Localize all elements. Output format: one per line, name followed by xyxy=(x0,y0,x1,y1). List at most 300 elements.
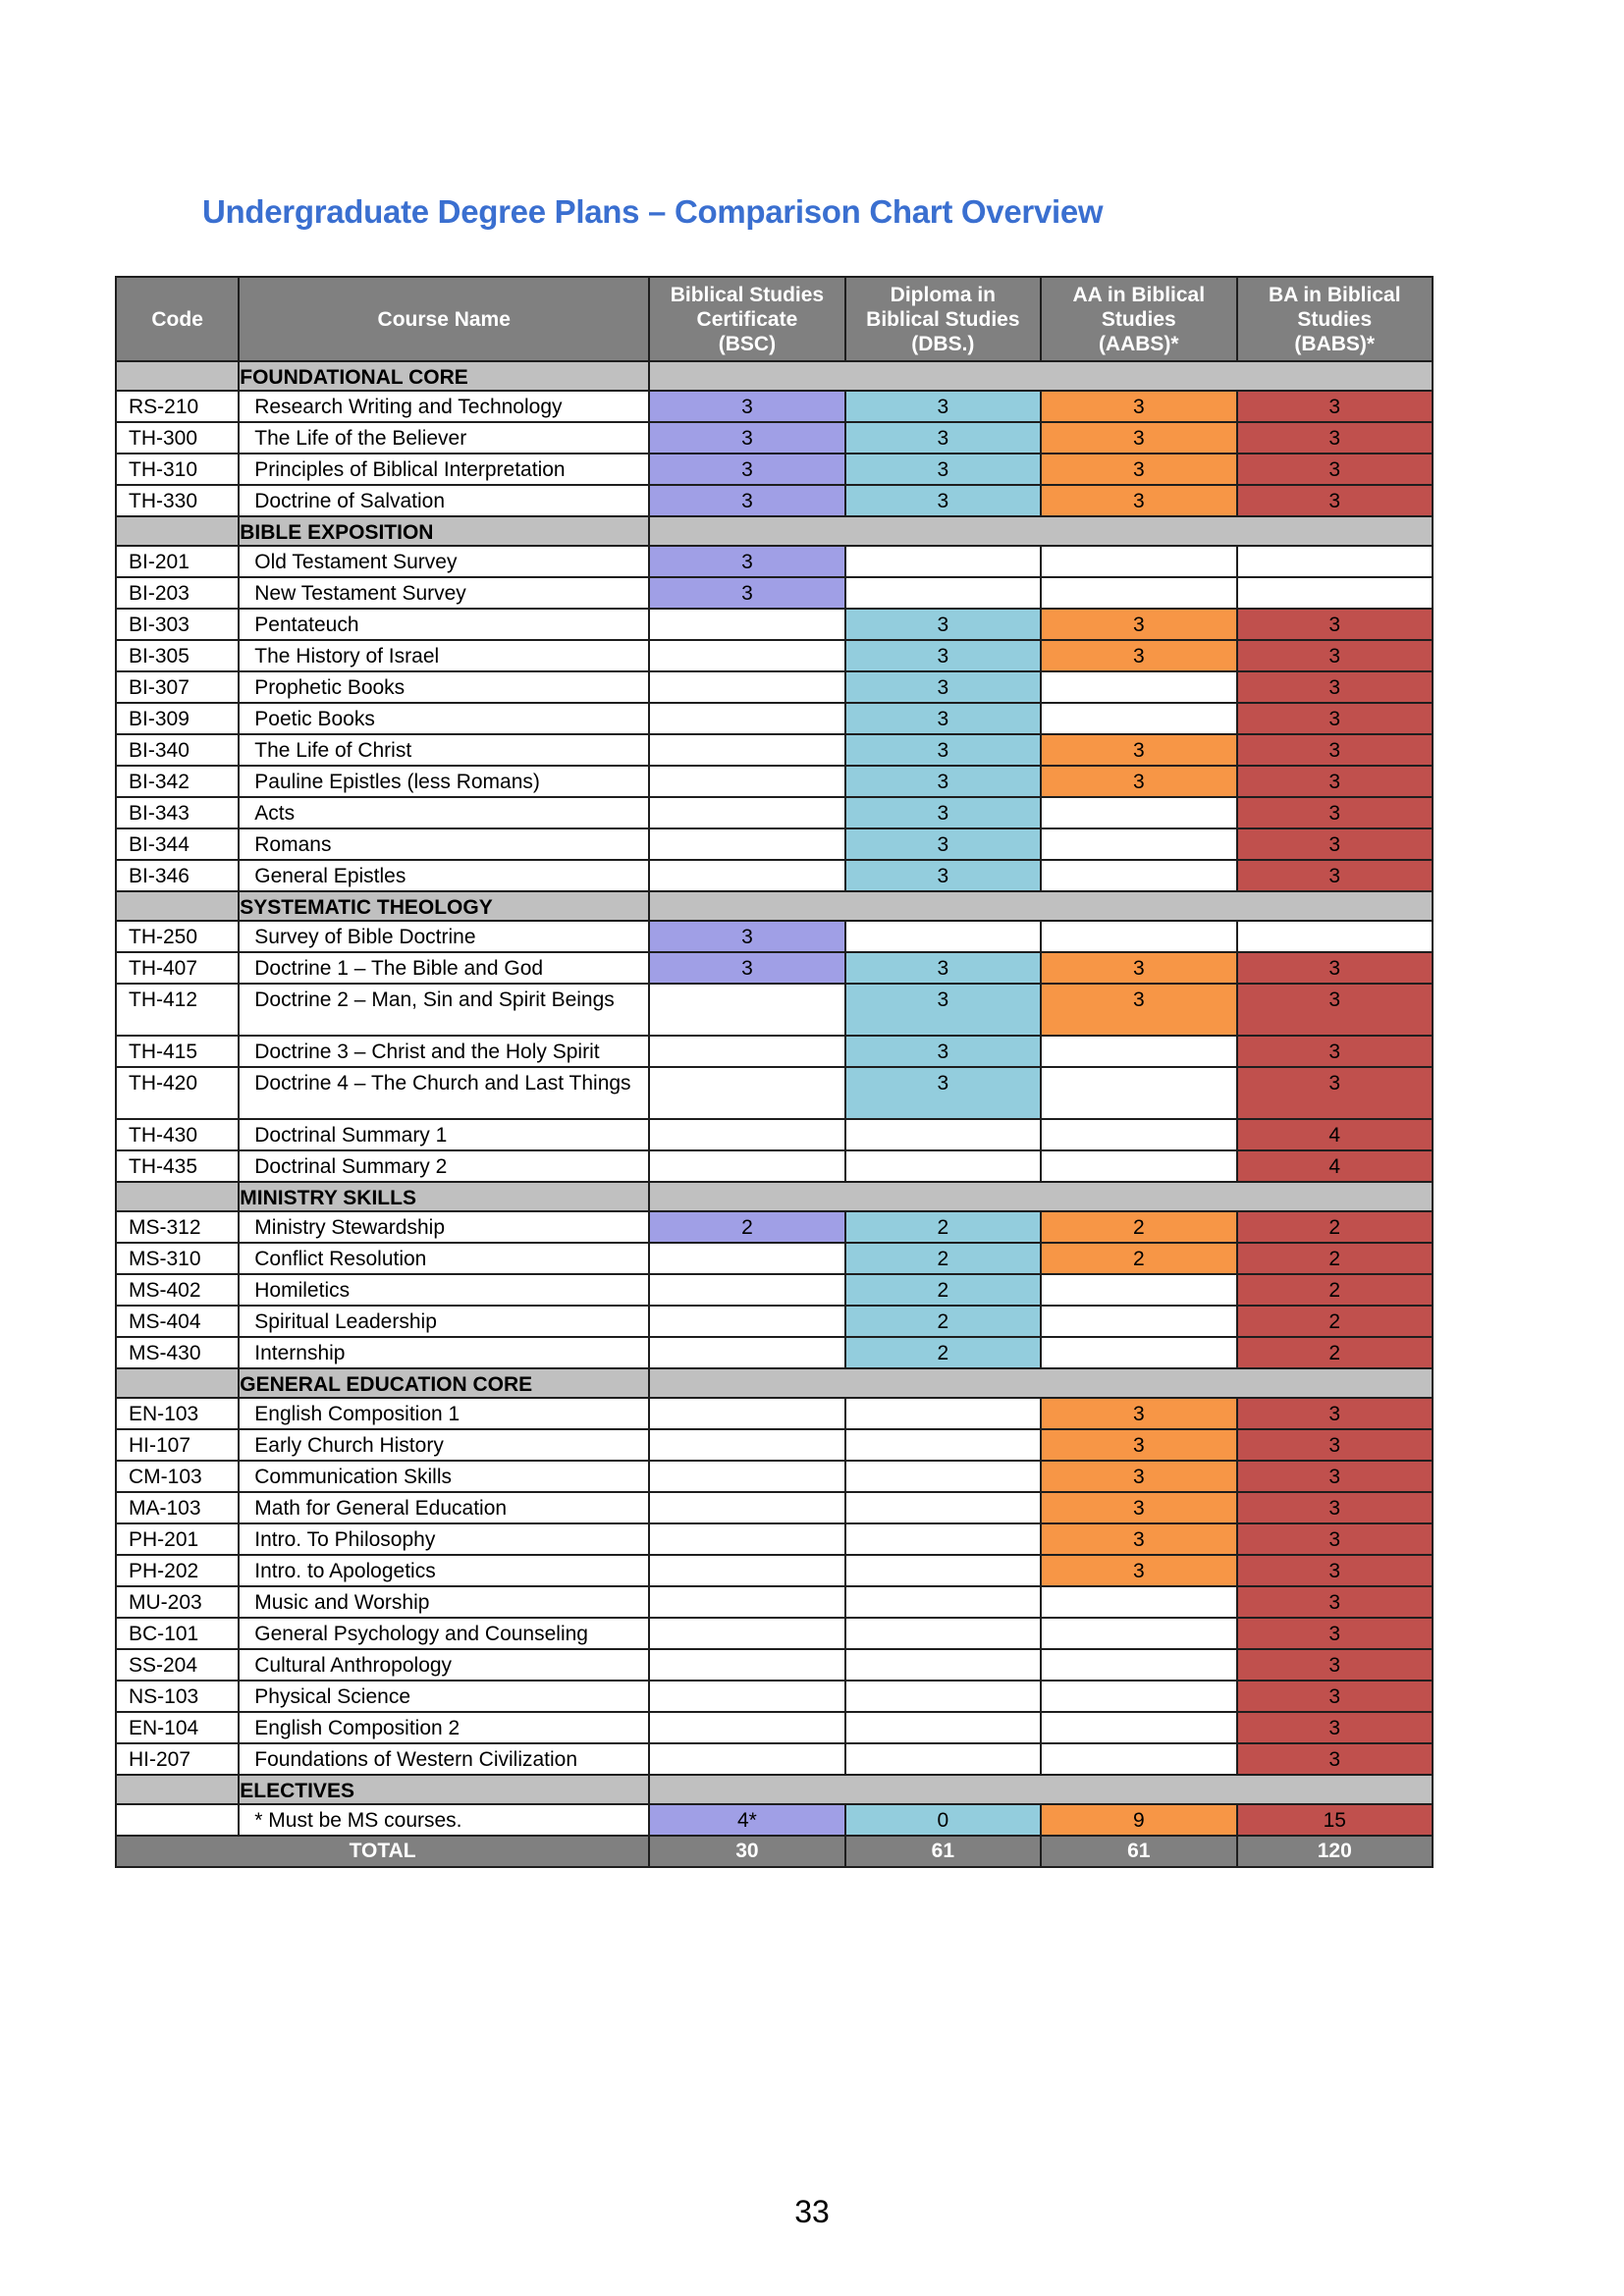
course-code: BI-344 xyxy=(116,828,239,860)
credit-aabs xyxy=(1041,1681,1236,1712)
course-code: MS-312 xyxy=(116,1211,239,1243)
section-code-spacer xyxy=(116,516,239,546)
credit-dbs xyxy=(845,921,1041,952)
section-title: GENERAL EDUCATION CORE xyxy=(239,1368,649,1398)
section-fill xyxy=(649,516,1433,546)
credit-aabs: 2 xyxy=(1041,1211,1236,1243)
course-name: Early Church History xyxy=(239,1429,649,1461)
credit-aabs xyxy=(1041,1712,1236,1743)
total-row xyxy=(116,1836,1433,1867)
credit-dbs xyxy=(845,1461,1041,1492)
course-name: New Testament Survey xyxy=(239,577,649,609)
credit-dbs: 3 xyxy=(845,671,1041,703)
credit-dbs: 3 xyxy=(845,640,1041,671)
credit-babs xyxy=(1237,921,1434,952)
table-body xyxy=(116,361,1433,1836)
section-title: FOUNDATIONAL CORE xyxy=(239,361,649,391)
course-row xyxy=(116,766,1433,797)
credit-dbs xyxy=(845,1150,1041,1182)
header-dbs-line-2: Biblical Studies xyxy=(866,307,1020,331)
section-header-row xyxy=(116,1368,1433,1398)
credit-babs: 2 xyxy=(1237,1337,1434,1368)
course-code: CM-103 xyxy=(116,1461,239,1492)
course-name: General Psychology and Counseling xyxy=(239,1618,649,1649)
course-code: BI-346 xyxy=(116,860,239,891)
course-row xyxy=(116,422,1433,454)
credit-aabs: 9 xyxy=(1041,1804,1236,1836)
credit-dbs: 2 xyxy=(845,1274,1041,1306)
course-row xyxy=(116,703,1433,734)
course-row xyxy=(116,1398,1433,1429)
credit-babs: 3 xyxy=(1237,1492,1434,1523)
course-name: Physical Science xyxy=(239,1681,649,1712)
credit-dbs: 3 xyxy=(845,422,1041,454)
course-code: PH-201 xyxy=(116,1523,239,1555)
course-row xyxy=(116,1804,1433,1836)
credit-dbs xyxy=(845,1618,1041,1649)
course-row xyxy=(116,1119,1433,1150)
course-code: TH-300 xyxy=(116,422,239,454)
course-code: NS-103 xyxy=(116,1681,239,1712)
course-row xyxy=(116,952,1433,984)
course-row xyxy=(116,1211,1433,1243)
credit-babs: 2 xyxy=(1237,1243,1434,1274)
header-aabs-line-1: AA in Biblical xyxy=(1072,283,1206,306)
credit-babs: 3 xyxy=(1237,1461,1434,1492)
credit-dbs: 3 xyxy=(845,734,1041,766)
course-code: TH-407 xyxy=(116,952,239,984)
total-aabs: 61 xyxy=(1041,1836,1236,1867)
credit-aabs xyxy=(1041,1036,1236,1067)
credit-dbs: 3 xyxy=(845,797,1041,828)
credit-aabs: 3 xyxy=(1041,1461,1236,1492)
credit-dbs xyxy=(845,1649,1041,1681)
credit-dbs: 2 xyxy=(845,1337,1041,1368)
course-code: BI-340 xyxy=(116,734,239,766)
course-name: * Must be MS courses. xyxy=(239,1804,649,1836)
course-row xyxy=(116,671,1433,703)
credit-babs: 3 xyxy=(1237,391,1434,422)
course-row xyxy=(116,609,1433,640)
section-code-spacer xyxy=(116,361,239,391)
course-row xyxy=(116,1712,1433,1743)
course-row xyxy=(116,1067,1433,1119)
course-row xyxy=(116,860,1433,891)
course-code: TH-412 xyxy=(116,984,239,1036)
course-row xyxy=(116,485,1433,516)
credit-bsc xyxy=(649,1681,844,1712)
course-code: MS-402 xyxy=(116,1274,239,1306)
credit-dbs: 3 xyxy=(845,766,1041,797)
credit-dbs xyxy=(845,577,1041,609)
course-code: MS-310 xyxy=(116,1243,239,1274)
course-code: BI-201 xyxy=(116,546,239,577)
course-row xyxy=(116,828,1433,860)
course-name: The Life of the Believer xyxy=(239,422,649,454)
course-name: Spiritual Leadership xyxy=(239,1306,649,1337)
credit-dbs xyxy=(845,1398,1041,1429)
course-row xyxy=(116,454,1433,485)
credit-babs: 3 xyxy=(1237,860,1434,891)
course-name: Pauline Epistles (less Romans) xyxy=(239,766,649,797)
course-name: Math for General Education xyxy=(239,1492,649,1523)
section-title: ELECTIVES xyxy=(239,1775,649,1804)
course-row xyxy=(116,1337,1433,1368)
credit-dbs: 2 xyxy=(845,1306,1041,1337)
credit-bsc xyxy=(649,1429,844,1461)
header-bsc-line-3: (BSC) xyxy=(718,332,777,355)
credit-babs: 3 xyxy=(1237,828,1434,860)
credit-dbs: 2 xyxy=(845,1211,1041,1243)
section-fill xyxy=(649,361,1433,391)
credit-babs: 3 xyxy=(1237,952,1434,984)
course-name: Research Writing and Technology xyxy=(239,391,649,422)
course-name: Foundations of Western Civilization xyxy=(239,1743,649,1775)
course-row xyxy=(116,1523,1433,1555)
header-babs-line-2: Studies xyxy=(1297,307,1373,331)
course-row xyxy=(116,640,1433,671)
section-header-row xyxy=(116,1775,1433,1804)
credit-aabs: 3 xyxy=(1041,391,1236,422)
course-row xyxy=(116,797,1433,828)
credit-babs: 3 xyxy=(1237,422,1434,454)
credit-bsc xyxy=(649,1649,844,1681)
table-header-row xyxy=(116,277,1433,361)
credit-bsc xyxy=(649,1586,844,1618)
credit-dbs xyxy=(845,1555,1041,1586)
header-code: Code xyxy=(116,277,239,361)
course-name: Doctrine 2 – Man, Sin and Spirit Beings xyxy=(239,984,649,1036)
credit-dbs: 3 xyxy=(845,485,1041,516)
degree-comparison-table xyxy=(115,276,1434,1868)
course-code: BI-342 xyxy=(116,766,239,797)
section-fill xyxy=(649,1182,1433,1211)
course-code: BI-309 xyxy=(116,703,239,734)
credit-aabs: 3 xyxy=(1041,984,1236,1036)
credit-dbs xyxy=(845,546,1041,577)
course-row xyxy=(116,1243,1433,1274)
course-name: The History of Israel xyxy=(239,640,649,671)
header-aabs-line-2: Studies xyxy=(1101,307,1176,331)
credit-babs: 3 xyxy=(1237,1618,1434,1649)
credit-aabs: 2 xyxy=(1041,1243,1236,1274)
credit-babs: 3 xyxy=(1237,766,1434,797)
course-name: Acts xyxy=(239,797,649,828)
credit-babs xyxy=(1237,546,1434,577)
course-code: TH-420 xyxy=(116,1067,239,1119)
credit-dbs xyxy=(845,1429,1041,1461)
course-row xyxy=(116,1586,1433,1618)
course-name: English Composition 1 xyxy=(239,1398,649,1429)
credit-aabs xyxy=(1041,1649,1236,1681)
course-code: TH-250 xyxy=(116,921,239,952)
credit-bsc xyxy=(649,703,844,734)
course-row xyxy=(116,1306,1433,1337)
credit-aabs xyxy=(1041,1586,1236,1618)
header-babs-line-3: (BABS)* xyxy=(1294,332,1376,355)
credit-bsc xyxy=(649,828,844,860)
course-row xyxy=(116,1681,1433,1712)
credit-bsc xyxy=(649,1306,844,1337)
course-code xyxy=(116,1804,239,1836)
course-code: EN-104 xyxy=(116,1712,239,1743)
credit-dbs xyxy=(845,1681,1041,1712)
course-name: Homiletics xyxy=(239,1274,649,1306)
credit-babs: 3 xyxy=(1237,640,1434,671)
credit-dbs: 2 xyxy=(845,1243,1041,1274)
credit-dbs: 3 xyxy=(845,391,1041,422)
credit-bsc: 2 xyxy=(649,1211,844,1243)
course-row xyxy=(116,1649,1433,1681)
credit-aabs: 3 xyxy=(1041,952,1236,984)
credit-bsc xyxy=(649,1274,844,1306)
credit-babs: 4 xyxy=(1237,1150,1434,1182)
credit-aabs xyxy=(1041,921,1236,952)
course-code: MS-404 xyxy=(116,1306,239,1337)
credit-aabs: 3 xyxy=(1041,422,1236,454)
credit-babs: 2 xyxy=(1237,1274,1434,1306)
course-code: TH-430 xyxy=(116,1119,239,1150)
header-dbs-line-3: (DBS.) xyxy=(911,332,975,355)
header-bsc-line-1: Biblical Studies xyxy=(670,283,825,306)
credit-aabs: 3 xyxy=(1041,1398,1236,1429)
credit-aabs: 3 xyxy=(1041,734,1236,766)
credit-aabs xyxy=(1041,1743,1236,1775)
credit-babs: 15 xyxy=(1237,1804,1434,1836)
credit-bsc xyxy=(649,1243,844,1274)
course-code: BC-101 xyxy=(116,1618,239,1649)
credit-bsc: 3 xyxy=(649,485,844,516)
section-code-spacer xyxy=(116,1368,239,1398)
credit-aabs xyxy=(1041,797,1236,828)
header-course-name: Course Name xyxy=(239,277,649,361)
course-code: MS-430 xyxy=(116,1337,239,1368)
course-code: BI-305 xyxy=(116,640,239,671)
course-name: Doctrine of Salvation xyxy=(239,485,649,516)
course-row xyxy=(116,1492,1433,1523)
section-title: SYSTEMATIC THEOLOGY xyxy=(239,891,649,921)
course-name: Prophetic Books xyxy=(239,671,649,703)
course-row xyxy=(116,546,1433,577)
credit-babs: 3 xyxy=(1237,1681,1434,1712)
credit-dbs: 3 xyxy=(845,1067,1041,1119)
credit-bsc: 4* xyxy=(649,1804,844,1836)
credit-babs: 3 xyxy=(1237,1429,1434,1461)
credit-babs: 3 xyxy=(1237,1067,1434,1119)
header-bsc xyxy=(649,277,844,361)
section-code-spacer xyxy=(116,1182,239,1211)
course-row xyxy=(116,577,1433,609)
course-code: RS-210 xyxy=(116,391,239,422)
credit-bsc: 3 xyxy=(649,921,844,952)
credit-babs: 3 xyxy=(1237,1555,1434,1586)
credit-dbs: 3 xyxy=(845,952,1041,984)
course-code: BI-203 xyxy=(116,577,239,609)
credit-bsc xyxy=(649,1150,844,1182)
credit-bsc xyxy=(649,1618,844,1649)
course-name: Doctrine 4 – The Church and Last Things xyxy=(239,1067,649,1119)
header-babs xyxy=(1237,277,1434,361)
credit-dbs: 0 xyxy=(845,1804,1041,1836)
credit-aabs xyxy=(1041,703,1236,734)
credit-babs: 3 xyxy=(1237,671,1434,703)
course-code: TH-435 xyxy=(116,1150,239,1182)
total-bsc: 30 xyxy=(649,1836,844,1867)
course-code: SS-204 xyxy=(116,1649,239,1681)
credit-babs: 3 xyxy=(1237,454,1434,485)
course-code: TH-310 xyxy=(116,454,239,485)
course-row xyxy=(116,1743,1433,1775)
credit-aabs: 3 xyxy=(1041,609,1236,640)
course-name: Doctrinal Summary 1 xyxy=(239,1119,649,1150)
credit-aabs: 3 xyxy=(1041,1523,1236,1555)
course-row xyxy=(116,734,1433,766)
course-name: Conflict Resolution xyxy=(239,1243,649,1274)
credit-babs xyxy=(1237,577,1434,609)
credit-aabs xyxy=(1041,546,1236,577)
section-header-row xyxy=(116,891,1433,921)
credit-dbs: 3 xyxy=(845,860,1041,891)
credit-bsc: 3 xyxy=(649,546,844,577)
credit-bsc xyxy=(649,766,844,797)
header-babs-line-1: BA in Biblical xyxy=(1268,283,1401,306)
course-row xyxy=(116,921,1433,952)
header-aabs xyxy=(1041,277,1236,361)
credit-dbs xyxy=(845,1492,1041,1523)
credit-bsc xyxy=(649,1461,844,1492)
credit-dbs: 3 xyxy=(845,703,1041,734)
course-code: MA-103 xyxy=(116,1492,239,1523)
credit-bsc xyxy=(649,734,844,766)
credit-bsc: 3 xyxy=(649,422,844,454)
credit-bsc: 3 xyxy=(649,454,844,485)
header-dbs xyxy=(845,277,1041,361)
credit-bsc xyxy=(649,1067,844,1119)
credit-babs: 2 xyxy=(1237,1211,1434,1243)
course-row xyxy=(116,1036,1433,1067)
course-name: Romans xyxy=(239,828,649,860)
credit-bsc xyxy=(649,1523,844,1555)
course-code: MU-203 xyxy=(116,1586,239,1618)
course-name: Cultural Anthropology xyxy=(239,1649,649,1681)
credit-bsc xyxy=(649,1712,844,1743)
section-code-spacer xyxy=(116,891,239,921)
course-code: HI-107 xyxy=(116,1429,239,1461)
course-name: Ministry Stewardship xyxy=(239,1211,649,1243)
course-name: Poetic Books xyxy=(239,703,649,734)
credit-bsc: 3 xyxy=(649,952,844,984)
credit-aabs: 3 xyxy=(1041,454,1236,485)
credit-aabs xyxy=(1041,1306,1236,1337)
credit-babs: 3 xyxy=(1237,1398,1434,1429)
course-code: BI-303 xyxy=(116,609,239,640)
header-bsc-line-2: Certificate xyxy=(696,307,798,331)
page-title: Undergraduate Degree Plans – Comparison Chart Overview xyxy=(202,193,1104,230)
course-name: Intro. to Apologetics xyxy=(239,1555,649,1586)
credit-bsc xyxy=(649,1743,844,1775)
credit-dbs: 3 xyxy=(845,1036,1041,1067)
credit-aabs: 3 xyxy=(1041,1429,1236,1461)
course-row xyxy=(116,1429,1433,1461)
section-code-spacer xyxy=(116,1775,239,1804)
credit-bsc xyxy=(649,671,844,703)
credit-babs: 3 xyxy=(1237,1036,1434,1067)
credit-aabs xyxy=(1041,860,1236,891)
course-name: General Epistles xyxy=(239,860,649,891)
credit-babs: 3 xyxy=(1237,797,1434,828)
course-name: Principles of Biblical Interpretation xyxy=(239,454,649,485)
credit-babs: 3 xyxy=(1237,1586,1434,1618)
credit-aabs xyxy=(1041,1618,1236,1649)
course-name: Doctrinal Summary 2 xyxy=(239,1150,649,1182)
credit-bsc xyxy=(649,860,844,891)
credit-bsc xyxy=(649,1555,844,1586)
credit-bsc xyxy=(649,609,844,640)
credit-babs: 3 xyxy=(1237,703,1434,734)
total-label: TOTAL xyxy=(116,1836,649,1867)
section-fill xyxy=(649,891,1433,921)
credit-aabs xyxy=(1041,1067,1236,1119)
credit-babs: 3 xyxy=(1237,1523,1434,1555)
credit-babs: 3 xyxy=(1237,1712,1434,1743)
credit-babs: 3 xyxy=(1237,1743,1434,1775)
credit-bsc xyxy=(649,1492,844,1523)
credit-aabs xyxy=(1041,828,1236,860)
course-name: Pentateuch xyxy=(239,609,649,640)
credit-aabs: 3 xyxy=(1041,1555,1236,1586)
section-fill xyxy=(649,1775,1433,1804)
course-code: BI-307 xyxy=(116,671,239,703)
credit-aabs xyxy=(1041,1274,1236,1306)
credit-bsc xyxy=(649,984,844,1036)
credit-bsc xyxy=(649,797,844,828)
credit-dbs xyxy=(845,1712,1041,1743)
course-name: The Life of Christ xyxy=(239,734,649,766)
course-code: HI-207 xyxy=(116,1743,239,1775)
section-fill xyxy=(649,1368,1433,1398)
course-row xyxy=(116,1461,1433,1492)
course-name: Music and Worship xyxy=(239,1586,649,1618)
total-babs: 120 xyxy=(1237,1836,1434,1867)
section-title: MINISTRY SKILLS xyxy=(239,1182,649,1211)
course-row xyxy=(116,1274,1433,1306)
credit-babs: 3 xyxy=(1237,984,1434,1036)
course-code: EN-103 xyxy=(116,1398,239,1429)
credit-dbs xyxy=(845,1586,1041,1618)
credit-babs: 3 xyxy=(1237,734,1434,766)
credit-dbs xyxy=(845,1119,1041,1150)
credit-babs: 3 xyxy=(1237,609,1434,640)
credit-aabs xyxy=(1041,577,1236,609)
course-code: TH-330 xyxy=(116,485,239,516)
credit-aabs: 3 xyxy=(1041,640,1236,671)
credit-dbs xyxy=(845,1523,1041,1555)
course-row xyxy=(116,1150,1433,1182)
course-row xyxy=(116,1618,1433,1649)
credit-dbs: 3 xyxy=(845,828,1041,860)
section-header-row xyxy=(116,516,1433,546)
credit-dbs: 3 xyxy=(845,609,1041,640)
credit-babs: 3 xyxy=(1237,1649,1434,1681)
credit-babs: 4 xyxy=(1237,1119,1434,1150)
course-name: Survey of Bible Doctrine xyxy=(239,921,649,952)
course-name: Doctrine 1 – The Bible and God xyxy=(239,952,649,984)
course-name: English Composition 2 xyxy=(239,1712,649,1743)
credit-aabs: 3 xyxy=(1041,766,1236,797)
total-dbs: 61 xyxy=(845,1836,1041,1867)
header-aabs-line-3: (AABS)* xyxy=(1098,332,1179,355)
course-code: BI-343 xyxy=(116,797,239,828)
